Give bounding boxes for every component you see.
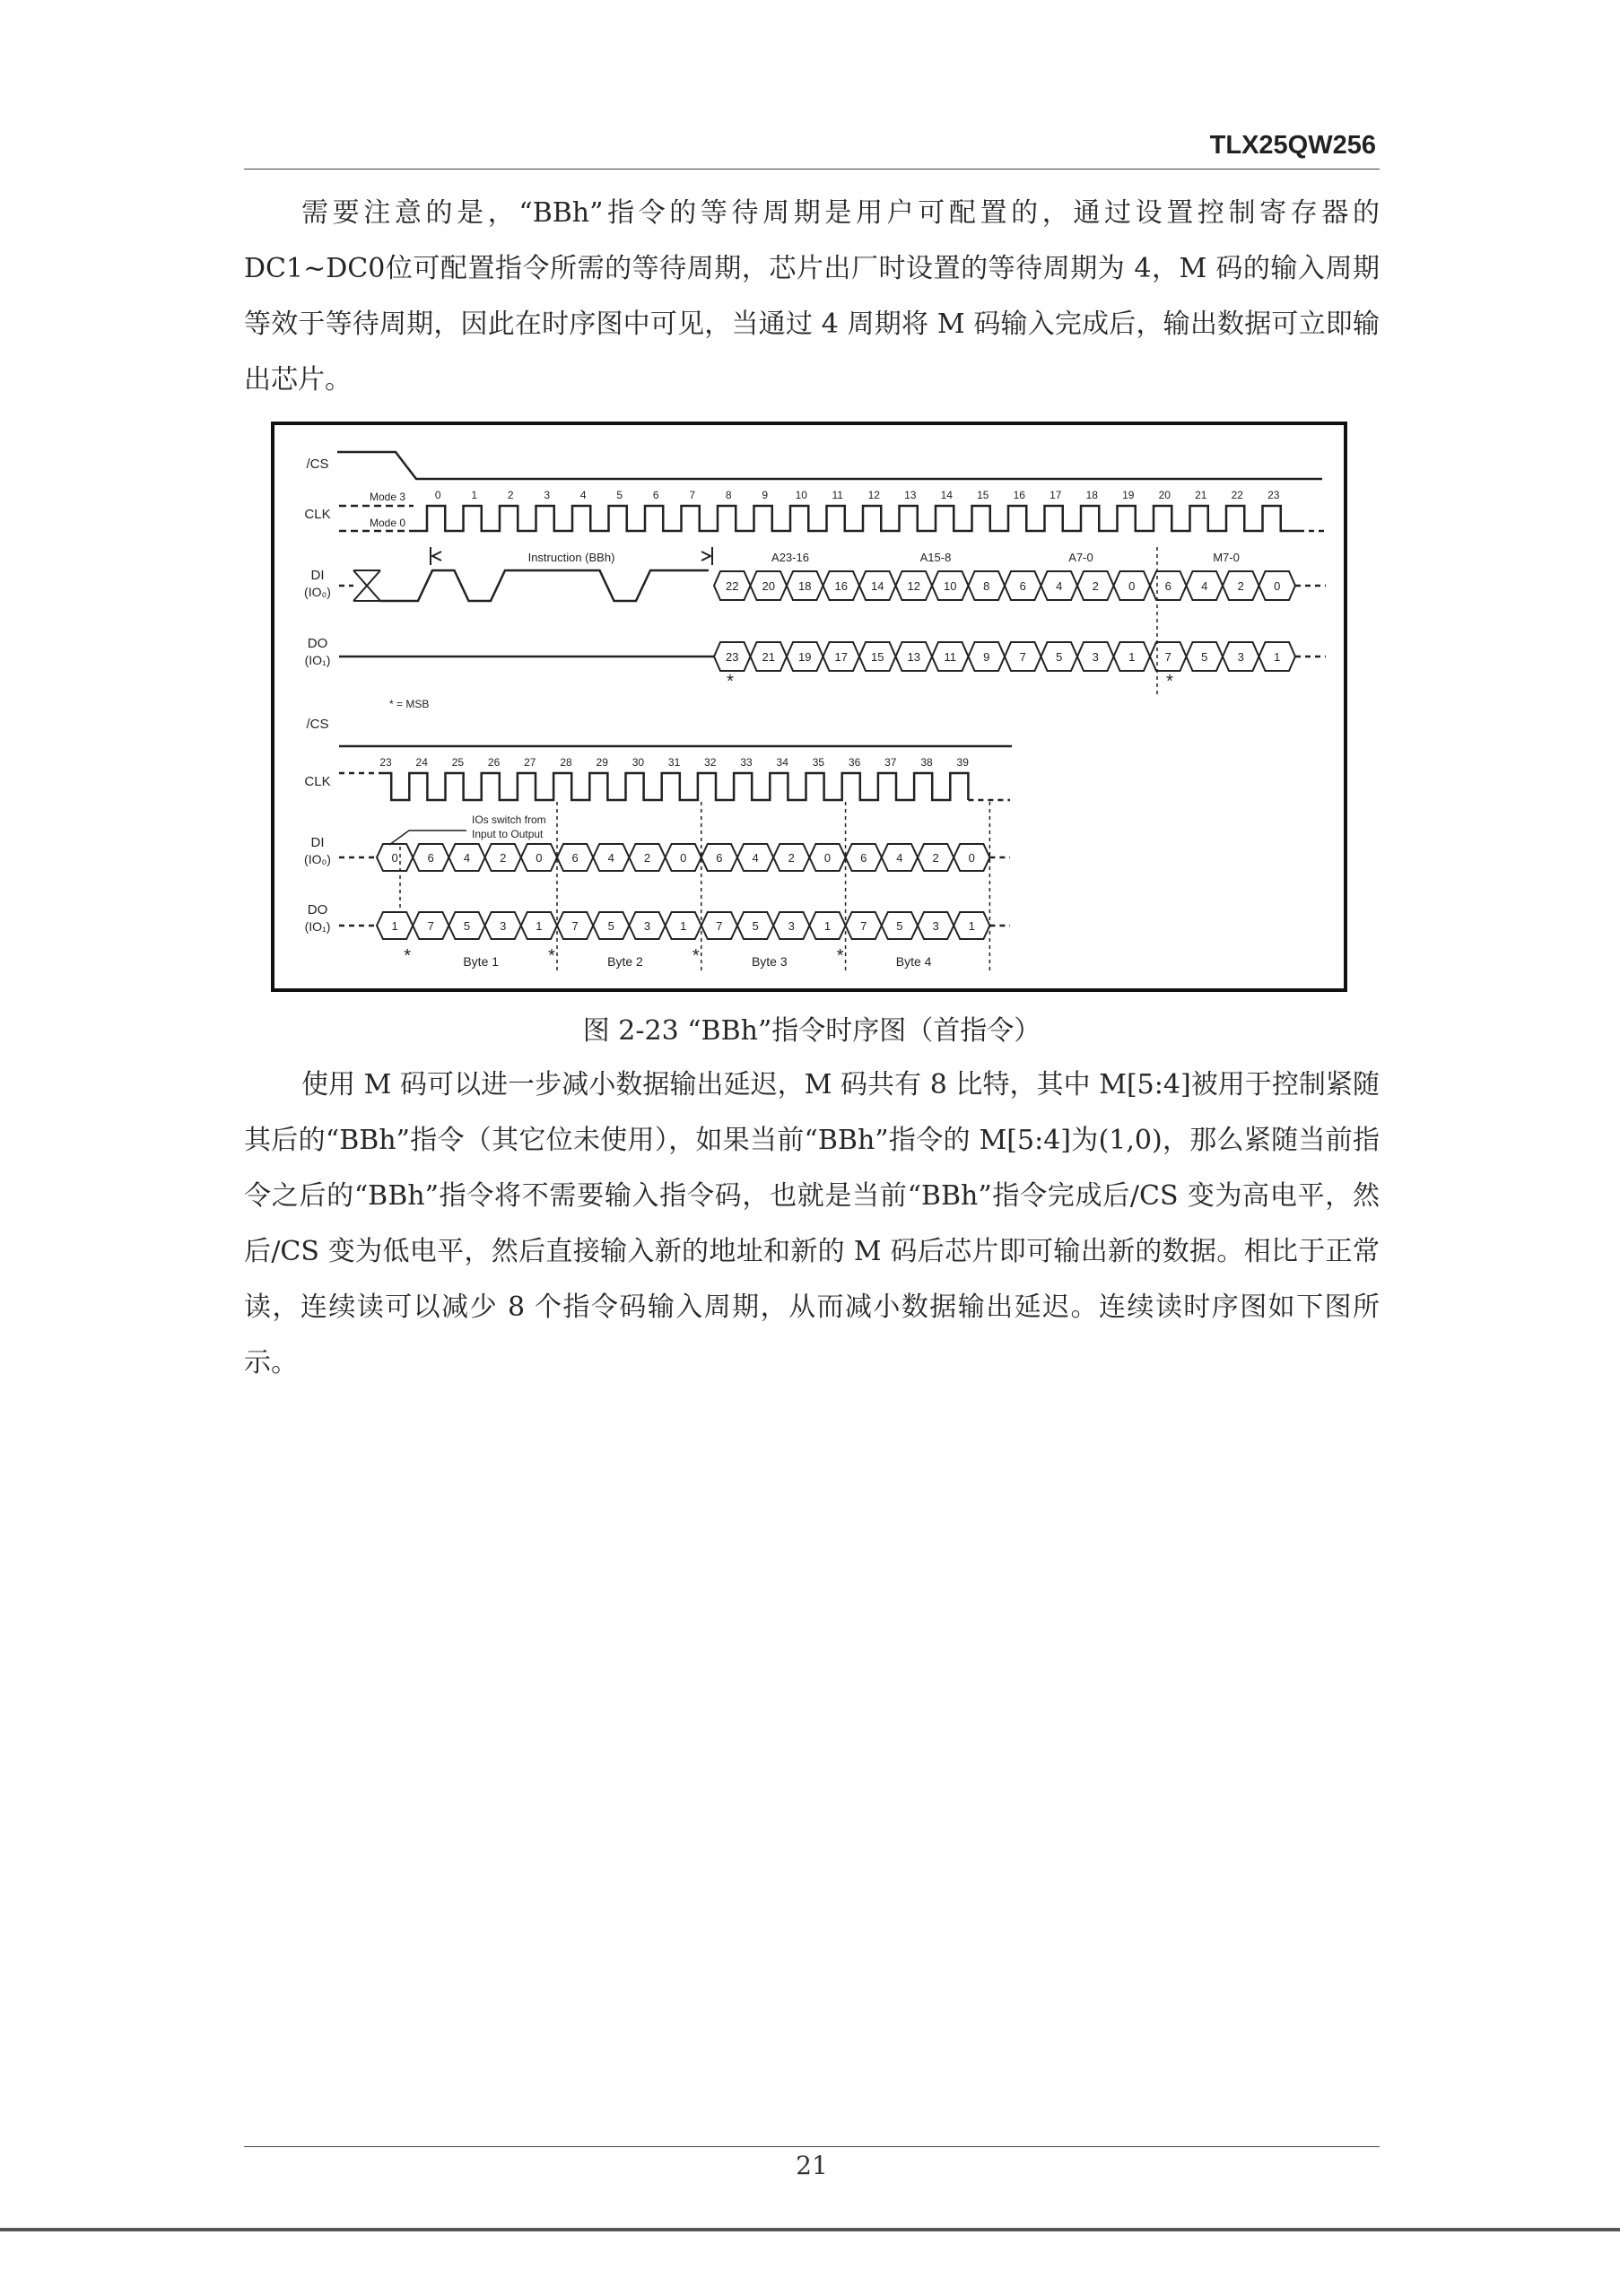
clk-cycle-number: 7 (689, 489, 696, 501)
di-instruction-waveform (380, 570, 709, 601)
io-switch-note: Input to Output (472, 828, 544, 840)
do-data-2-value: 1 (391, 919, 398, 933)
di-label: DI (310, 568, 325, 583)
do-data-value: 3 (1237, 650, 1244, 664)
di-data-value: 6 (1164, 579, 1171, 593)
clk-cycle-number-2: 23 (379, 756, 392, 769)
do-data-value: 7 (1164, 650, 1171, 664)
cs-label-2: /CS (306, 717, 329, 732)
phase-label-m7-0: M7-0 (1213, 551, 1240, 564)
msb-star-2: * (692, 946, 700, 966)
msb-star-2: * (836, 946, 844, 966)
di-data-value: 4 (1201, 579, 1208, 593)
di-data-value: 20 (762, 579, 775, 593)
clk-cycle-number: 12 (867, 489, 880, 501)
io-switch-note: IOs switch from (472, 813, 546, 826)
mode-0-label: Mode 0 (369, 517, 406, 529)
clk-cycle-number: 10 (795, 489, 807, 501)
clk-cycle-number: 18 (1085, 489, 1098, 501)
msb-star-2: * (404, 946, 412, 966)
clk-cycle-number: 4 (579, 489, 587, 501)
clk-cycle-number-2: 30 (631, 756, 645, 769)
do-data-2-value: 3 (643, 919, 651, 933)
clk-cycle-number: 3 (544, 489, 551, 501)
di-data-2-value: 4 (752, 851, 759, 865)
clk-cycle-number-2: 33 (740, 756, 753, 769)
do-data-value: 13 (907, 650, 920, 664)
di-sub-label: (IO₀) (304, 585, 331, 599)
clk-cycle-number-2: 28 (560, 756, 572, 769)
di-data-2-value: 0 (391, 851, 398, 865)
phase-arrow-left (432, 552, 441, 561)
do-data-value: 19 (798, 650, 812, 664)
do-data-value: 21 (762, 650, 775, 664)
di-data-2-value: 6 (427, 851, 434, 865)
do-label: DO (307, 636, 328, 651)
clk-waveform-2 (380, 773, 968, 800)
page-number: 21 (796, 2151, 828, 2180)
timing-diagram-figure (271, 422, 1347, 992)
di-data-value: 0 (1128, 579, 1136, 593)
do-data-2-value: 3 (932, 919, 939, 933)
di-label-2: DI (310, 835, 325, 850)
do-data-value: 23 (726, 650, 739, 664)
phase-arrow-right (701, 552, 710, 561)
di-data-2-value: 6 (716, 851, 723, 865)
di-data-value: 6 (1019, 579, 1026, 593)
do-data-value: 1 (1128, 650, 1136, 664)
do-data-2-value: 5 (607, 919, 614, 933)
di-data-2-value: 6 (571, 851, 579, 865)
di-data-2-value: 2 (500, 851, 507, 865)
clk-cycle-number: 21 (1195, 489, 1207, 501)
di-data-value: 4 (1056, 579, 1063, 593)
do-data-value: 7 (1019, 650, 1026, 664)
byte-label: Byte 3 (751, 954, 788, 969)
di-cross (353, 570, 380, 601)
footer-rule (244, 2146, 1380, 2147)
clk-cycle-number: 6 (652, 489, 659, 501)
di-data-2-value: 6 (860, 851, 867, 865)
di-data-2-value: 2 (643, 851, 651, 865)
clk-cycle-number-2: 25 (451, 756, 465, 769)
do-data-value: 15 (871, 650, 884, 664)
phase-label-a15-8: A15-8 (919, 551, 952, 564)
clk-cycle-number-2: 35 (812, 756, 825, 769)
clk-cycle-number: 1 (471, 489, 478, 501)
clk-cycle-number: 0 (434, 489, 441, 501)
di-data-value: 8 (983, 579, 990, 593)
clk-cycle-number: 5 (616, 489, 623, 501)
do-data-2-value: 7 (427, 919, 434, 933)
do-data-value: 1 (1274, 650, 1281, 664)
clk-cycle-number: 22 (1231, 489, 1243, 501)
paragraph-2: 使用 M 码可以进一步减小数据输出延迟，M 码共有 8 比特，其中 M[5:4]被用于控制紧随其后的“BBh”指令（其它位未使用），如果当前“BBh”指令的 M[5:4]为(1,0)，那么紧随当前指令之后的“BBh”指令将不需要输入指令码，也就是当前“BBh”指令完成后/CS 变为高电平，然后/CS 变为低电平，然后直接输入新的地址和新的 M 码后芯片即可输出新的数据。相比于正常读，连续读可以减少 8 个指令码输入周期，从而减小数据输出延迟。连续读时序图如下图所示。 (244, 1069, 1380, 1378)
clk-cycle-number-2: 31 (667, 756, 681, 769)
do-data-value: 5 (1056, 650, 1063, 664)
di-data-value: 18 (798, 579, 812, 593)
do-data-2-value: 1 (823, 919, 832, 933)
do-data-2-value: 5 (463, 919, 471, 933)
document-header-title: TLX25QW256 (1209, 131, 1376, 160)
clk-cycle-number-2: 24 (415, 756, 428, 769)
cs-waveform (337, 452, 1322, 479)
phase-label-instruction: Instruction (BBh) (527, 551, 615, 564)
msb-star: * (1166, 672, 1173, 691)
do-data-value: 11 (944, 650, 956, 664)
do-data-value: 3 (1092, 650, 1099, 664)
clk-cycle-number: 15 (977, 489, 989, 501)
byte-label: Byte 1 (463, 954, 500, 969)
do-data-value: 9 (983, 650, 990, 664)
clk-cycle-number-2: 32 (704, 756, 717, 769)
cs-label: /CS (306, 457, 329, 472)
mode-3-label: Mode 3 (369, 491, 406, 503)
di-data-value: 14 (871, 579, 884, 593)
clk-cycle-number-2: 39 (956, 756, 969, 769)
do-data-2-value: 1 (680, 919, 687, 933)
msb-star-2: * (548, 946, 555, 966)
timing-diagram (274, 425, 1344, 988)
di-data-2-value: 0 (536, 851, 543, 865)
clk-label: CLK (304, 507, 331, 522)
page-bottom-edge (0, 2228, 1620, 2231)
di-data-value: 2 (1092, 579, 1099, 593)
di-data-value: 10 (944, 579, 957, 593)
di-data-2-value: 2 (932, 851, 939, 865)
di-data-2-value: 2 (788, 851, 795, 865)
figure-caption: 图 2-23 “BBh”指令时序图（首指令） (582, 1015, 1041, 1047)
msb-star: * (727, 672, 734, 691)
byte-label: Byte 2 (607, 954, 643, 969)
clk-cycle-number: 11 (832, 489, 843, 501)
di-data-2-value: 4 (896, 851, 903, 865)
do-sub-label-2: (IO₁) (304, 919, 331, 934)
di-data-value: 16 (834, 579, 848, 593)
do-label-2: DO (307, 902, 328, 918)
clk-cycle-number-2: 34 (776, 756, 788, 769)
clk-cycle-number: 23 (1267, 489, 1280, 501)
do-data-2-value: 1 (968, 919, 975, 933)
byte-label: Byte 4 (895, 954, 932, 969)
clk-cycle-number-2: 27 (524, 756, 536, 769)
do-data-value: 17 (834, 650, 848, 664)
di-data-value: 0 (1274, 579, 1281, 593)
phase-label-a23-16: A23-16 (771, 551, 809, 564)
header-rule (244, 169, 1380, 170)
clk-cycle-number: 9 (762, 489, 769, 501)
clk-cycle-number-2: 26 (487, 756, 501, 769)
do-data-2-value: 7 (860, 919, 867, 933)
do-data-2-value: 5 (752, 919, 759, 933)
di-data-value: 2 (1237, 579, 1244, 593)
do-data-2-value: 7 (716, 919, 723, 933)
clk-label-2: CLK (304, 774, 331, 789)
clk-cycle-number: 8 (725, 489, 732, 501)
di-data-value: 12 (907, 579, 920, 593)
do-data-value: 5 (1201, 650, 1208, 664)
clk-cycle-number: 20 (1158, 489, 1171, 501)
di-data-2-value: 0 (680, 851, 687, 865)
paragraph-1: 需要注意的是，“BBh”指令的等待周期是用户可配置的，通过设置控制寄存器的DC1~DC0位可配置指令所需的等待周期，芯片出厂时设置的等待周期为 4，M 码的输入周期等效于等待周期，因此在时序图中可见，当通过 4 周期将 M 码输入完成后，输出数据可立即输出芯片。 (244, 197, 1380, 396)
clk-cycle-number-2: 37 (884, 756, 897, 769)
do-data-2-value: 1 (536, 919, 543, 933)
clk-cycle-number-2: 36 (848, 756, 861, 769)
clk-cycle-number-2: 38 (920, 756, 933, 769)
phase-label-a7-0: A7-0 (1068, 551, 1093, 564)
di-data-2-value: 0 (823, 851, 832, 865)
clk-cycle-number: 16 (1013, 489, 1025, 501)
di-data-2-value: 4 (607, 851, 614, 865)
clk-cycle-number: 2 (507, 489, 514, 501)
do-data-2-value: 3 (788, 919, 795, 933)
di-data-value: 22 (726, 579, 739, 593)
di-data-2-value: 0 (968, 851, 975, 865)
do-data-2-value: 7 (571, 919, 579, 933)
clk-cycle-number-2: 29 (596, 756, 608, 769)
clk-waveform (414, 506, 1299, 531)
do-sub-label: (IO₁) (304, 653, 331, 667)
io-switch-arrow (389, 831, 466, 845)
di-data-2-value: 4 (463, 851, 471, 865)
msb-legend: * = MSB (389, 698, 430, 710)
clk-cycle-number: 13 (904, 489, 917, 501)
di-sub-label-2: (IO₀) (304, 852, 331, 866)
clk-cycle-number: 14 (940, 489, 953, 501)
do-data-2-value: 3 (500, 919, 507, 933)
do-data-2-value: 5 (896, 919, 903, 933)
clk-cycle-number: 17 (1050, 489, 1062, 501)
clk-cycle-number: 19 (1122, 489, 1135, 501)
